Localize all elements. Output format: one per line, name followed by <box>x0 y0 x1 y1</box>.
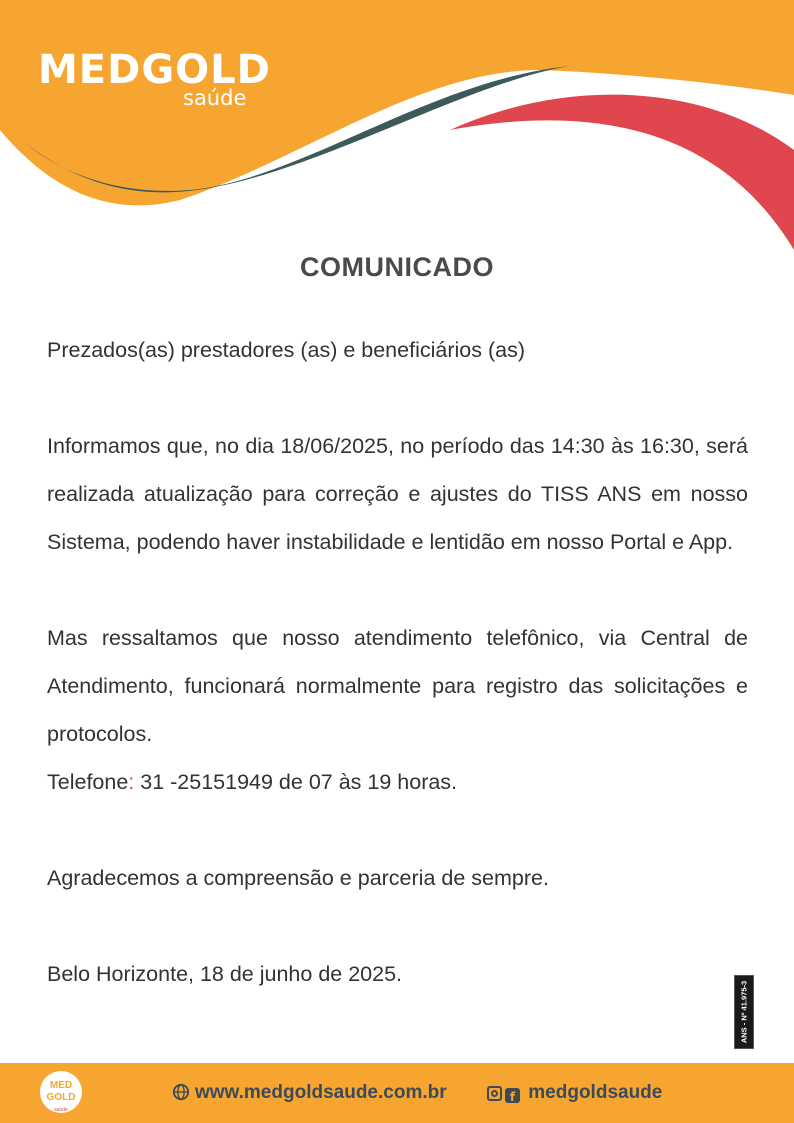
social-handle: medgoldsaude <box>528 1082 663 1103</box>
closing-date: Belo Horizonte, 18 de junho de 2025. <box>47 962 403 986</box>
notice-body <box>47 326 748 998</box>
social-link[interactable] <box>487 1082 662 1104</box>
globe-icon <box>172 1083 190 1101</box>
page-title: COMUNICADO <box>300 252 494 282</box>
facebook-icon: f <box>505 1088 520 1103</box>
phone-value: 31 -25151949 de 07 às 19 horas. <box>134 770 458 794</box>
paragraph-update-notice: Informamos que, no dia 18/06/2025, no período das 14:30 às 16:30, será realizada atualização para correção e ajustes do TISS ANS em nosso Sistema, podendo haver instabilidade e lentidão em nosso Portal e App. <box>47 434 748 554</box>
ans-registration-badge <box>734 975 754 1049</box>
header-wave-banner <box>0 0 794 260</box>
ans-registration-text: ANS - Nº 41.975-3 <box>739 980 749 1044</box>
medgold-logo <box>38 48 271 110</box>
phone-line <box>47 758 748 806</box>
instagram-icon <box>487 1086 502 1101</box>
footer-logo <box>40 1071 82 1113</box>
greeting: Prezados(as) prestadores (as) e beneficiários (as) <box>47 338 525 362</box>
website-url: www.medgoldsaude.com.br <box>195 1082 447 1103</box>
paragraph-support-info: Mas ressaltamos que nosso atendimento telefônico, via Central de Atendimento, funcionará normalmente para registro das solicitações e protocolos. <box>47 626 748 746</box>
phone-colon: : <box>128 770 135 794</box>
phone-label: Telefone <box>47 770 129 794</box>
logo-subtitle: saúde <box>183 86 247 110</box>
thanks-line: Agradecemos a compreensão e parceria de sempre. <box>47 866 549 890</box>
website-link[interactable] <box>172 1082 447 1104</box>
footer-logo-text: MED GOLD <box>46 1080 76 1103</box>
footer-bar <box>0 1063 794 1123</box>
footer-logo-subtitle: saúde <box>54 1107 68 1113</box>
logo-wordmark: MEDGOLD <box>38 47 271 93</box>
